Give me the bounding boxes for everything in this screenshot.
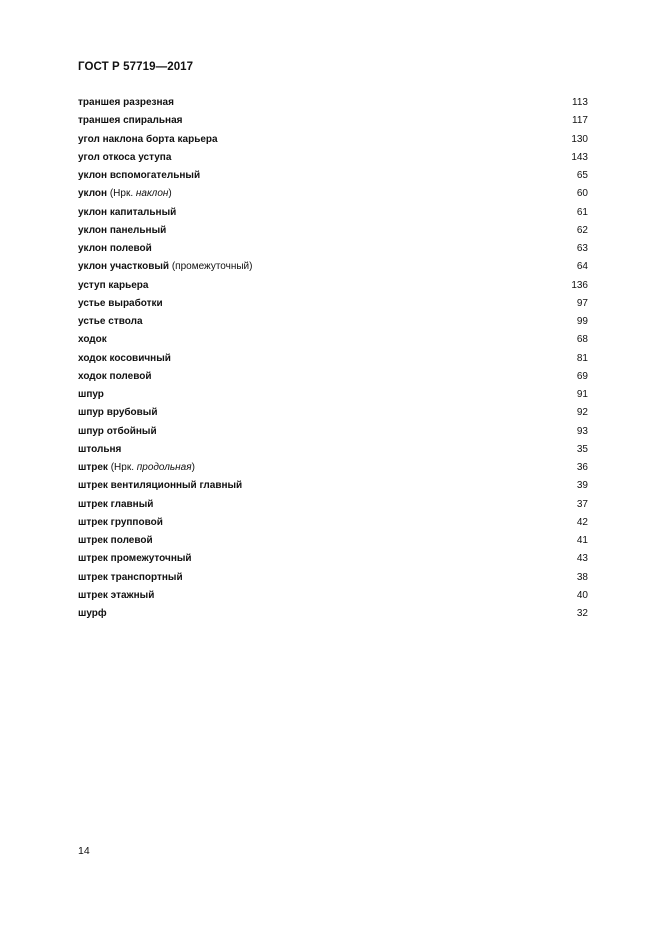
index-page-ref: 62 <box>576 224 588 236</box>
index-entry <box>78 133 588 151</box>
index-page-ref: 40 <box>576 589 588 601</box>
note-prefix: (Нрк. <box>107 462 137 473</box>
index-term <box>78 552 192 565</box>
term-text: уклон вспомогательный <box>78 170 201 181</box>
index-term <box>78 479 242 492</box>
index-entry <box>78 224 588 242</box>
index-page-ref: 39 <box>576 480 588 492</box>
term-text: уклон панельный <box>78 224 167 236</box>
index-term <box>78 187 172 200</box>
index-entry <box>78 151 588 169</box>
note-prefix: (промежуточный) <box>169 261 253 273</box>
index-page-ref: 97 <box>576 297 588 309</box>
index-entry <box>78 406 588 424</box>
index-entry <box>78 242 588 260</box>
index-page-ref: 113 <box>572 97 588 108</box>
index-term <box>78 133 218 146</box>
index-entry <box>78 96 588 114</box>
term-text: штрек главный <box>78 498 154 510</box>
index-entry <box>78 443 588 461</box>
index-entry <box>78 552 588 570</box>
term-text: штрек этажный <box>78 589 155 601</box>
index-entry <box>78 479 588 497</box>
index-page-ref: 43 <box>576 553 588 565</box>
index-entry <box>78 279 588 297</box>
index-entry <box>78 534 588 552</box>
index-term <box>78 461 195 474</box>
index-page-ref: 60 <box>576 188 588 200</box>
index-entry <box>78 297 588 315</box>
index-entry <box>78 388 588 406</box>
index-page-ref: 37 <box>576 498 588 510</box>
index-page-ref: 65 <box>576 170 588 181</box>
term-text: уклон участковый <box>78 261 170 273</box>
term-text: шурф <box>78 608 107 619</box>
index-page-ref: 117 <box>572 115 588 127</box>
index-term <box>78 206 176 219</box>
term-text: уступ карьера <box>78 279 149 291</box>
index-term <box>78 96 174 109</box>
index-page-ref: 81 <box>576 352 588 364</box>
index-page-ref: 92 <box>576 407 588 419</box>
term-text: устье выработки <box>78 297 163 309</box>
index-term <box>78 169 200 182</box>
term-text: уклон <box>78 188 108 200</box>
index-term <box>78 406 158 419</box>
term-text: уклон капитальный <box>78 206 177 218</box>
index-page-ref: 69 <box>576 370 588 382</box>
index-page-ref: 36 <box>576 462 588 473</box>
index-page-ref: 136 <box>571 279 588 291</box>
note-suffix: ) <box>191 462 195 473</box>
term-note <box>169 261 252 272</box>
index-page-ref: 64 <box>576 261 588 273</box>
index-term <box>78 516 163 529</box>
index-entry <box>78 370 588 388</box>
index-page-ref: 32 <box>576 608 588 619</box>
index-term <box>78 589 154 602</box>
index-term <box>78 279 148 292</box>
document-header: ГОСТ Р 57719—2017 <box>78 61 194 73</box>
index-page-ref: 68 <box>576 334 588 346</box>
index-term <box>78 388 104 401</box>
index-entry <box>78 333 588 351</box>
index-term <box>78 534 153 547</box>
index-entry <box>78 169 588 187</box>
term-text: штрек промежуточный <box>78 553 192 565</box>
term-text: штрек групповой <box>78 516 163 528</box>
alphabetical-index <box>78 96 588 625</box>
term-text: устье ствола <box>78 316 143 327</box>
index-entry <box>78 315 588 333</box>
index-entry <box>78 461 588 479</box>
term-text: угол наклона борта карьера <box>78 133 218 145</box>
term-note <box>108 462 195 473</box>
index-term <box>78 607 107 620</box>
term-text: шпур <box>78 389 104 400</box>
term-text: уклон полевой <box>78 243 152 254</box>
index-entry <box>78 114 588 132</box>
index-term <box>78 242 152 255</box>
index-page-ref: 41 <box>576 535 588 546</box>
index-term <box>78 498 153 511</box>
page-number: 14 <box>78 845 90 857</box>
term-text: штрек вентиляционный главный <box>78 480 243 492</box>
index-term <box>78 224 166 237</box>
term-text: штрек транспортный <box>78 571 183 583</box>
term-text: траншея разрезная <box>78 97 174 108</box>
term-text: ходок полевой <box>78 370 152 382</box>
index-page-ref: 91 <box>576 389 588 400</box>
index-term <box>78 260 252 273</box>
note-suffix: ) <box>168 188 172 200</box>
index-page-ref: 143 <box>571 151 588 163</box>
index-term <box>78 571 183 584</box>
term-text: шпур отбойный <box>78 425 157 437</box>
index-term <box>78 333 107 346</box>
index-page-ref: 93 <box>576 425 588 437</box>
index-page-ref: 130 <box>571 133 588 145</box>
note-synonym: наклон <box>135 188 169 200</box>
index-term <box>78 352 171 365</box>
index-entry <box>78 425 588 443</box>
term-text: ходок косовичный <box>78 352 171 364</box>
index-term <box>78 443 121 456</box>
index-term <box>78 315 143 328</box>
note-prefix: (Нрк. <box>107 188 136 200</box>
index-entry <box>78 571 588 589</box>
index-entry <box>78 187 588 205</box>
index-term <box>78 114 182 127</box>
index-term <box>78 297 163 310</box>
index-term <box>78 370 151 383</box>
term-note <box>107 188 172 199</box>
index-page-ref: 99 <box>576 316 588 327</box>
index-entry <box>78 206 588 224</box>
index-page-ref: 61 <box>576 206 588 218</box>
note-synonym: продольная <box>136 462 192 473</box>
term-text: угол откоса уступа <box>78 151 172 163</box>
term-text: штрек <box>78 462 108 473</box>
term-text: ходок <box>78 334 107 346</box>
index-page-ref: 35 <box>576 443 588 455</box>
index-page-ref: 42 <box>576 516 588 528</box>
index-entry <box>78 498 588 516</box>
term-text: траншея спиральная <box>78 115 183 127</box>
index-entry <box>78 607 588 625</box>
term-text: шпур врубовый <box>78 407 158 419</box>
term-text: штольня <box>78 443 122 455</box>
index-term <box>78 425 157 438</box>
index-page-ref: 38 <box>576 571 588 583</box>
index-entry <box>78 352 588 370</box>
index-term <box>78 151 171 164</box>
index-page-ref: 63 <box>576 243 588 254</box>
index-entry <box>78 260 588 278</box>
index-entry <box>78 516 588 534</box>
term-text: штрек полевой <box>78 535 153 546</box>
index-entry <box>78 589 588 607</box>
